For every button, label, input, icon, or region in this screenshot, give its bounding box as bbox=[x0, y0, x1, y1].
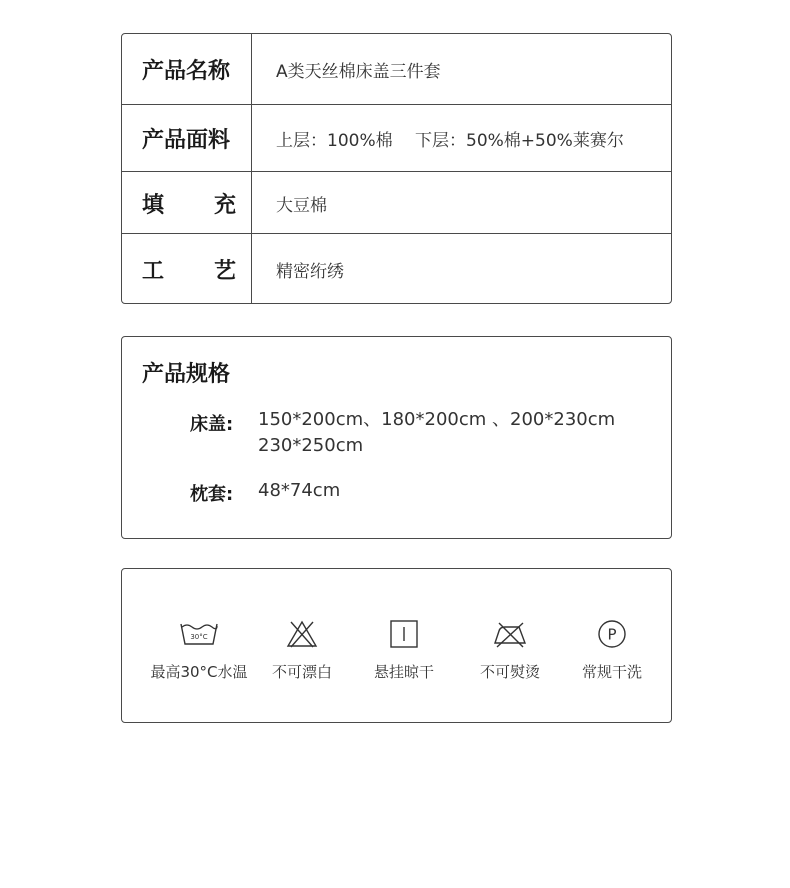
row-label-char: 充 bbox=[213, 192, 236, 218]
sizes-title: 产品规格 bbox=[142, 362, 231, 387]
care-item-no-bleach bbox=[247, 617, 357, 682]
row-value: A类天丝棉床盖三件套 bbox=[276, 61, 441, 82]
hang-dry-icon bbox=[349, 617, 459, 651]
care-label: 不可熨烫 bbox=[479, 663, 540, 681]
dry-clean-letter: P bbox=[607, 625, 617, 644]
bedcover-size-line: 150*200cm、180*200cm 、200*230cm bbox=[258, 409, 616, 430]
care-label: 悬挂晾干 bbox=[373, 663, 434, 681]
care-label: 不可漂白 bbox=[271, 663, 332, 681]
row-label-char: 艺 bbox=[213, 258, 236, 284]
product-sizes-card bbox=[121, 336, 672, 539]
row-label bbox=[122, 254, 252, 285]
product-spec-table bbox=[121, 33, 672, 304]
row-label bbox=[122, 188, 252, 219]
bedcover-sizes bbox=[258, 407, 615, 459]
bedcover-size-line: 230*250cm bbox=[258, 435, 364, 456]
care-item-dry-clean bbox=[557, 617, 667, 682]
wash-temp-text: 30°C bbox=[190, 633, 208, 641]
bedcover-label: 床盖: bbox=[190, 414, 234, 435]
table-row bbox=[122, 233, 671, 304]
table-row bbox=[122, 171, 671, 234]
row-label-char: 工 bbox=[142, 258, 165, 284]
care-instructions-card bbox=[121, 568, 672, 723]
wash-30c-icon bbox=[144, 617, 254, 651]
table-row bbox=[122, 34, 671, 104]
pillowcase-size: 48*74cm bbox=[258, 480, 341, 501]
row-label: 产品面料 bbox=[142, 127, 231, 153]
row-label: 产品名称 bbox=[142, 58, 231, 84]
care-item-hang-dry bbox=[349, 617, 459, 682]
care-item-no-iron bbox=[455, 617, 565, 682]
care-label: 常规干洗 bbox=[581, 663, 642, 681]
table-row bbox=[122, 104, 671, 171]
dry-clean-p-icon bbox=[557, 617, 667, 651]
care-label: 最高30°C水温 bbox=[150, 663, 248, 681]
no-bleach-icon bbox=[247, 617, 357, 651]
care-item-wash bbox=[144, 617, 254, 682]
row-value: 精密绗绣 bbox=[276, 261, 344, 282]
no-iron-icon bbox=[455, 617, 565, 651]
pillowcase-label: 枕套: bbox=[190, 484, 234, 505]
row-value: 上层：100%棉 下层：50%棉+50%莱赛尔 bbox=[276, 130, 624, 151]
row-value: 大豆棉 bbox=[276, 195, 327, 216]
row-label-char: 填 bbox=[142, 192, 165, 218]
